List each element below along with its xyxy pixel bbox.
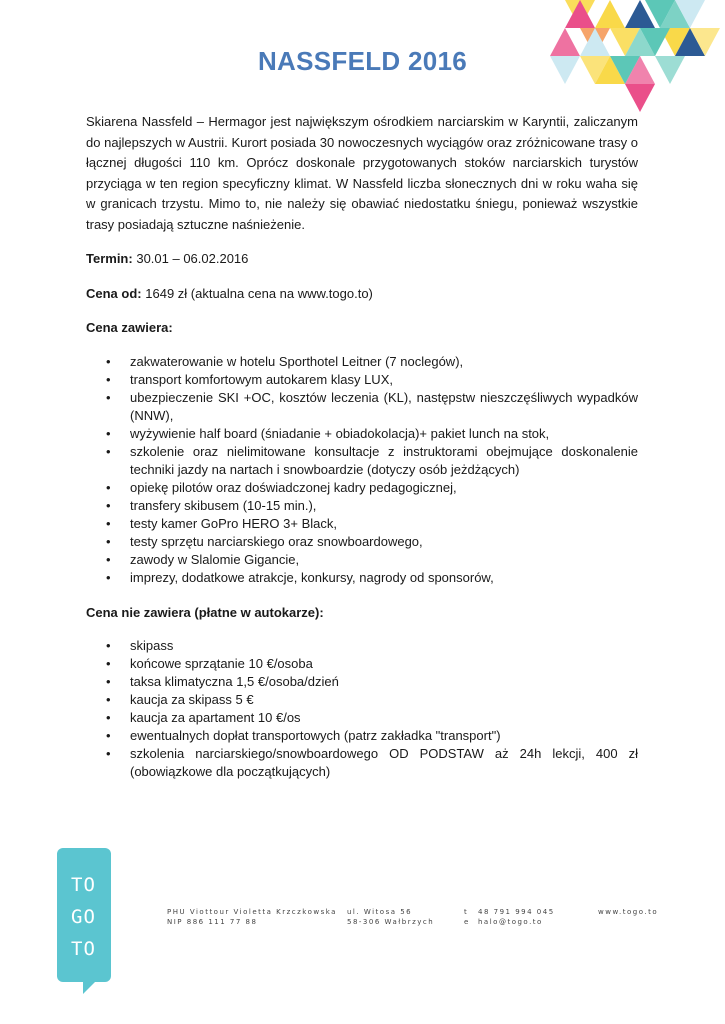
list-item: • zawody w Slalomie Gigancie, [130, 551, 638, 569]
logo-line: TO [71, 938, 96, 960]
footer-email: halo@togo.to [478, 918, 543, 926]
list-item: • imprezy, dodatkowe atrakcje, konkursy, nagrody od sponsorów, [130, 569, 638, 587]
document-body [86, 112, 638, 781]
price-line [86, 284, 638, 305]
list-item: • skipass [130, 637, 638, 655]
page-title: NASSFELD 2016 [257, 46, 468, 76]
list-item: • ewentualnych dopłat transportowych (patrz zakładka "transport") [130, 727, 638, 745]
list-item: • testy sprzętu narciarskiego oraz snowboardowego, [130, 533, 638, 551]
list-item: • kaucja za skipass 5 € [130, 691, 638, 709]
footer-phone-line [464, 907, 555, 917]
footer-company-name: PHU Viottour Violetta Krzczkowska [167, 908, 337, 916]
footer-website-link[interactable]: www.togo.to [598, 908, 659, 916]
price-label: Cena od: [86, 285, 142, 301]
footer-website [598, 907, 658, 917]
excludes-list [86, 637, 638, 781]
list-item: • transport komfortowym autokarem klasy LUX, [130, 371, 638, 389]
list-item: • opiekę pilotów oraz doświadczonej kadry pedagogicznej, [130, 479, 638, 497]
includes-heading: Cena zawiera: [86, 320, 173, 335]
excludes-heading: Cena nie zawiera (płatne w autokarze): [86, 604, 324, 620]
intro-paragraph: Skiarena Nassfeld – Hermagor jest największym ośrodkiem narciarskim w Karyntii, zaliczanym do najlepszych w Austrii. Kurort posiada 30 nowoczesnych wyciągów oraz zróżnicowane trasy o łącznej długości 110 km. Oprócz doskonale przygotowanych stoków narciarskich turystów przyciąga w ten region specyficzny klimat. W Nassfeld liczba słonecznych dni w roku waha się w granicach trzystu. Mimo to, nie należy się obawiać niedostatku śniegu, ponieważ wszystkie trasy posiadają sztuczne naśnieżenie. [86, 114, 638, 232]
footer-email-line [464, 917, 555, 927]
includes-list [86, 353, 638, 587]
footer-phone: 48 791 994 045 [478, 908, 555, 916]
logo-line: GO [71, 906, 96, 928]
email-key: e [464, 918, 470, 926]
list-item: • taksa klimatyczna 1,5 €/osoba/dzień [130, 673, 638, 691]
list-item: • końcowe sprzątanie 10 €/osoba [130, 655, 638, 673]
footer-nip: NIP 886 111 77 88 [167, 918, 258, 926]
list-item: • zakwaterowanie w hotelu Sporthotel Leitner (7 noclegów), [130, 353, 638, 371]
footer-street: ul. Witosa 56 [347, 908, 413, 916]
list-item: • testy kamer GoPro HERO 3+ Black, [130, 515, 638, 533]
term-value: 30.01 – 06.02.2016 [136, 251, 249, 266]
logo-line: TO [71, 874, 96, 896]
footer-address [347, 907, 434, 927]
list-item: • wyżywienie half board (śniadanie + obiadokolacja)+ pakiet lunch na stok, [130, 425, 638, 443]
list-item: • kaucja za apartament 10 €/os [130, 709, 638, 727]
footer-contact [464, 907, 555, 927]
term-label: Termin: [86, 251, 133, 266]
footer-company [167, 907, 337, 927]
list-item: • szkolenie oraz nielimitowane konsultacje z instruktorami obejmujące doskonalenie techniki jazdy na nartach i snowboardzie (dotyczy osób jeżdżących) [130, 443, 638, 479]
list-item: • szkolenia narciarskiego/snowboardowego OD PODSTAW aż 24h lekcji, 400 zł (obowiązkowe dla początkujących) [130, 745, 638, 781]
term-line [86, 249, 638, 270]
list-item: • transfery skibusem (10-15 min.), [130, 497, 638, 515]
togo-logo [57, 848, 111, 982]
list-item: • ubezpieczenie SKI +OC, kosztów leczenia (KL), następstw nieszczęśliwych wypadków (NNW), [130, 389, 638, 425]
price-value: 1649 zł (aktualna cena na www.togo.to) [145, 285, 373, 301]
footer-city: 58-306 Wałbrzych [347, 918, 435, 926]
phone-key: t [464, 908, 469, 916]
